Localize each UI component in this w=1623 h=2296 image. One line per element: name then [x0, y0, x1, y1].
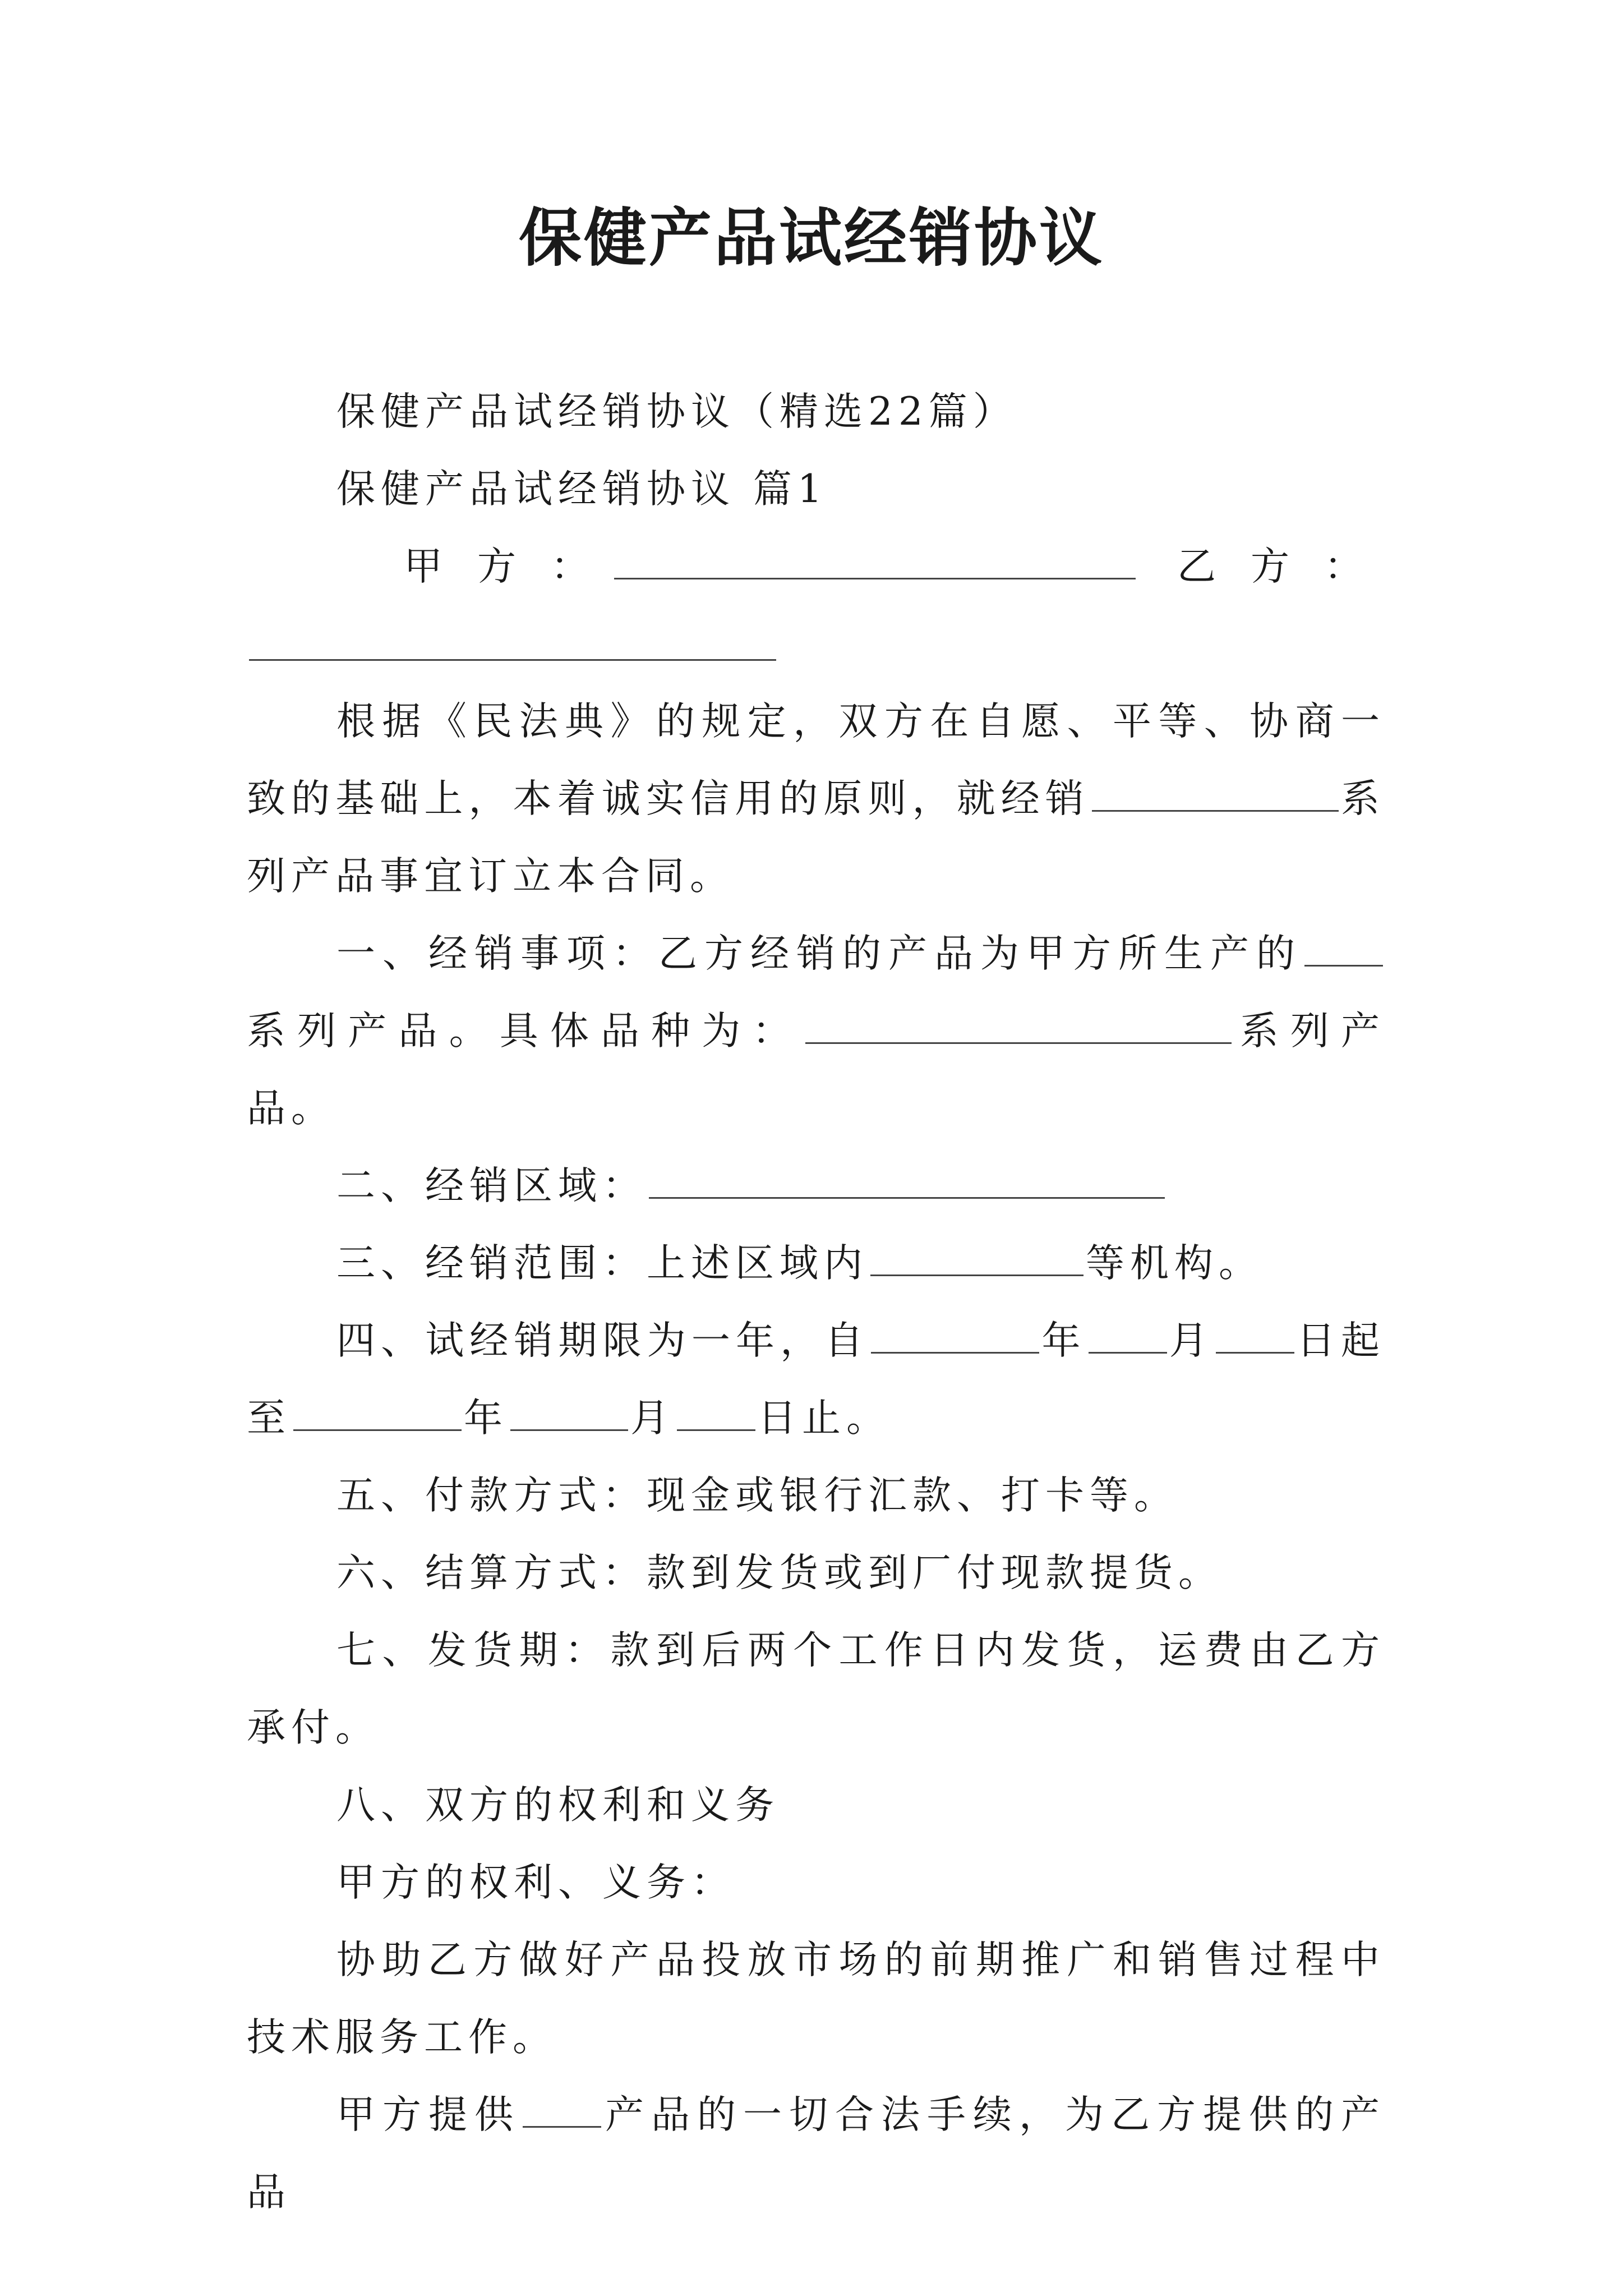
item-3-blank — [870, 1237, 1083, 1276]
party-a-rights-heading: 甲方的权利、义务： — [336, 1860, 735, 1905]
item-4-day-from-blank — [1216, 1315, 1294, 1354]
party-a-blank — [614, 541, 1136, 579]
item-2-blank — [649, 1160, 1165, 1199]
item-8: 八、双方的权利和义务 — [336, 1783, 780, 1828]
duty-1: 协助乙方做好产品投放市场的前期推广和销售过程中技术服务工作。 — [247, 1938, 1385, 2060]
intro-text-2: 系列产品事宜订立本合同。 — [247, 776, 1386, 899]
party-a-label: 甲方 — [404, 544, 551, 589]
duty-2-blank — [523, 2089, 601, 2128]
party-a-colon: ： — [551, 544, 589, 589]
duty-2-text-b: 产品的一切合法手续，为乙方提供的产品 — [247, 2092, 1385, 2215]
subtitle: 保健产品试经销协议（精选22篇） — [336, 389, 1017, 434]
item-4-day-to: 日止。 — [758, 1396, 891, 1441]
item-3-text-a: 三、经销范围：上述区域内 — [336, 1241, 868, 1286]
item-7: 七、发货期：款到后两个工作日内发货，运费由乙方承付。 — [247, 1628, 1385, 1750]
product-series-blank — [1092, 773, 1339, 812]
item-1-text-b: 系列产品。具体品种为： — [247, 1009, 803, 1053]
item-6: 六、结算方式：款到发货或到厂付现款提货。 — [336, 1550, 1223, 1595]
intro-text-1: 根据《民法典》的规定，双方在自愿、平等、协商一致的基础上，本着诚实信用的原则，就经销 — [247, 699, 1385, 821]
item-4-year-from-blank — [871, 1315, 1039, 1354]
item-4-year-from: 年 — [1041, 1318, 1086, 1363]
item-1-text-c: 系列产品。 — [247, 1009, 1386, 1131]
party-b-colon: ： — [1324, 544, 1363, 589]
party-line — [247, 528, 1385, 605]
item-4-month-from-blank — [1089, 1315, 1167, 1354]
item-4-year-to: 年 — [464, 1396, 508, 1441]
item-1-blank-2 — [805, 1005, 1232, 1044]
item-4-day-from: 日起至 — [247, 1318, 1386, 1441]
item-4-month-to: 月 — [630, 1396, 675, 1441]
item-4-month-to-blank — [510, 1392, 628, 1431]
item-1-text-a: 一、经销事项：乙方经销的产品为甲方所生产的 — [336, 931, 1302, 976]
document-title: 保健产品试经销协议 — [519, 201, 1104, 275]
item-3 — [247, 1225, 1385, 1302]
document-body — [247, 373, 1385, 2231]
party-b-blank — [249, 622, 776, 661]
item-2 — [247, 1147, 1385, 1225]
item-4-year-to-blank — [293, 1392, 462, 1431]
item-1-blank-1 — [1304, 928, 1383, 967]
party-b-blank-line — [247, 605, 1385, 683]
duty-2 — [247, 2076, 1385, 2231]
item-4-day-to-blank — [677, 1392, 755, 1431]
item-4-text-a: 四、试经销期限为一年，自 — [336, 1318, 869, 1363]
intro-paragraph — [247, 683, 1385, 915]
duty-2-text-a: 甲方提供 — [336, 2092, 520, 2137]
item-5: 五、付款方式：现金或银行汇款、打卡等。 — [336, 1473, 1178, 1518]
chapter-heading: 保健产品试经销协议 篇1 — [336, 467, 828, 512]
item-4 — [247, 1302, 1385, 1457]
item-3-text-b: 等机构。 — [1086, 1241, 1263, 1286]
item-1 — [247, 915, 1385, 1147]
item-4-month-from: 月 — [1169, 1318, 1214, 1363]
party-b-label: 乙方 — [1177, 544, 1324, 589]
item-2-text: 二、经销区域： — [336, 1163, 647, 1208]
